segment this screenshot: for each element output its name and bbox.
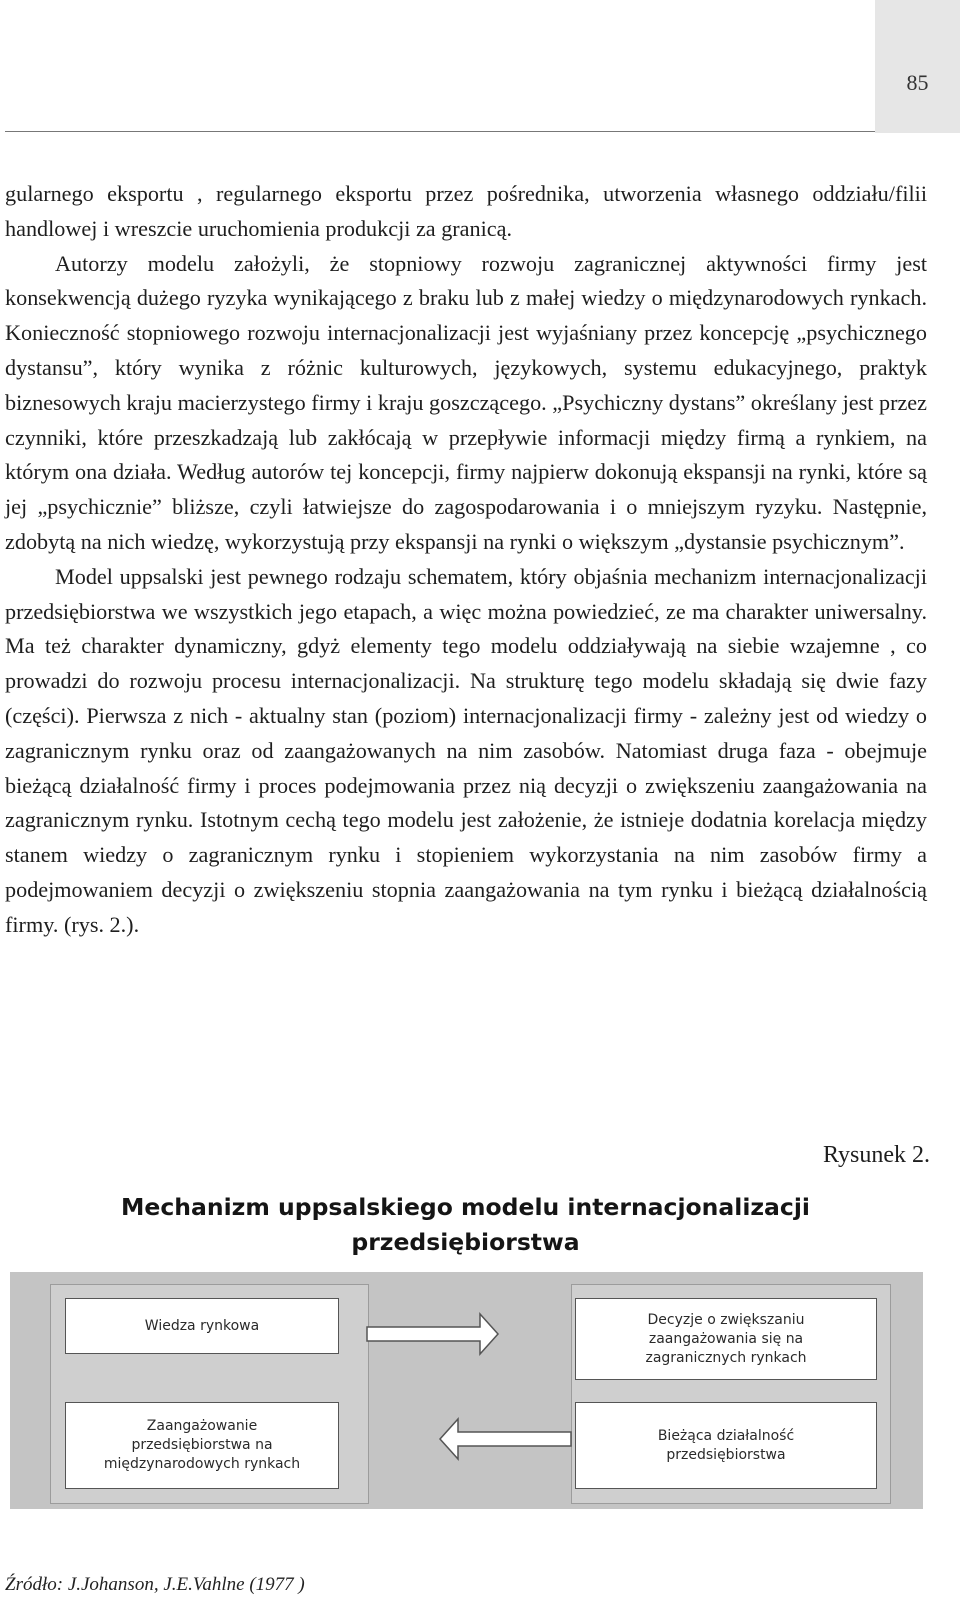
paragraph-3: Model uppsalski jest pewnego rodzaju schematem, który objaśnia mechanizm internacjonalizacji przedsiębiorstwa we wszystkich jego etapach, a więc można powiedzieć, ze ma charakter uniwersalny. Ma też charakter dynamiczny, gdyż elementy tego modelu oddziaływają na siebie wzajemne , co prowadzi do rozwoju procesu internacjonalizacji. Na strukturę tego modelu składają się dwie fazy (części). Pierwsza z nich - aktualny stan (poziom) internacjonalizacji firmy - zależny jest od wiedzy o zagranicznym rynku oraz od zaangażowanych na nim zasobów. Natomiast druga faza - obejmuje bieżącą działalność firmy i proces podejmowania przez nią decyzji o zwiększeniu zaangażowania na zagranicznym rynku. Istotnym cechą tego modelu jest założenie, że istnieje dodatnia korelacja między stanem wiedzy o zagranicznym rynku i stopieniem wykorzystania na nim zasobów firmy a podejmowaniem decyzji o zwiększeniu stopnia zaangażowania na tym rynku i bieżącą działalnością firmy. (rys. 2.). — [5, 563, 927, 937]
paragraph-1: gularnego eksportu , regularnego eksportu przez pośrednika, utworzenia własnego oddziału/filii handlowej i wreszcie uruchomienia produkcji za granicą. — [5, 181, 927, 241]
figure-source: Źródło: J.Johanson, J.E.Vahlne (1977 ) — [5, 1574, 305, 1595]
current-activities-box: Bieżąca działalność przedsiębiorstwa — [575, 1402, 877, 1489]
figure-title: Mechanizm uppsalskiego modelu internacjonalizacji przedsiębiorstwa — [121, 1193, 810, 1256]
uppsala-model-diagram — [10, 1272, 923, 1509]
market-knowledge-box: Wiedza rynkowa — [65, 1298, 339, 1354]
commitment-decisions-box: Decyzje o zwiększaniu zaangażowania się na zagranicznych rynkach — [575, 1298, 877, 1380]
page-number: 85 — [906, 70, 929, 95]
market-commitment-box: Zaangażowanie przedsiębiorstwa na międzynarodowych rynkach — [65, 1402, 339, 1489]
paragraph-2: Autorzy modelu założyli, że stopniowy rozwoju zagranicznej aktywności firmy jest konsekwencją dużego ryzyka wynikającego z braku lub z małej wiedzy o międzynarodowych rynkach. Konieczność stopniowego rozwoju internacjonalizacji jest wyjaśniany przez koncepcję „psychicznego dystansu”, który wynika z różnic kulturowych, językowych, systemu edukacyjnego, praktyk biznesowych kraju macierzystego firmy i kraju goszczącego. „Psychiczny dystans” określany jest przez czynniki, które przeszkadzają lub zakłócają w przepływie informacji między firmą a rynkiem, na którym ona działa. Według autorów tej koncepcji, firmy najpierw dokonują ekspansji na rynki, które są jej „psychicznie” bliższe, czyli łatwiejsze do zagospodarowania i o mniejszym ryzyku. Następnie, zdobytą na nich wiedzę, wykorzystują przy ekspansji na rynki o większym „dystansie psychicznym”. — [5, 250, 927, 554]
figure-label: Rysunek 2. — [822, 1142, 930, 1168]
arrow-left-icon — [440, 1419, 571, 1459]
arrow-right-icon — [367, 1314, 498, 1354]
body-text — [5, 177, 927, 943]
header-rule — [5, 131, 875, 132]
page-number-tab — [875, 0, 960, 133]
